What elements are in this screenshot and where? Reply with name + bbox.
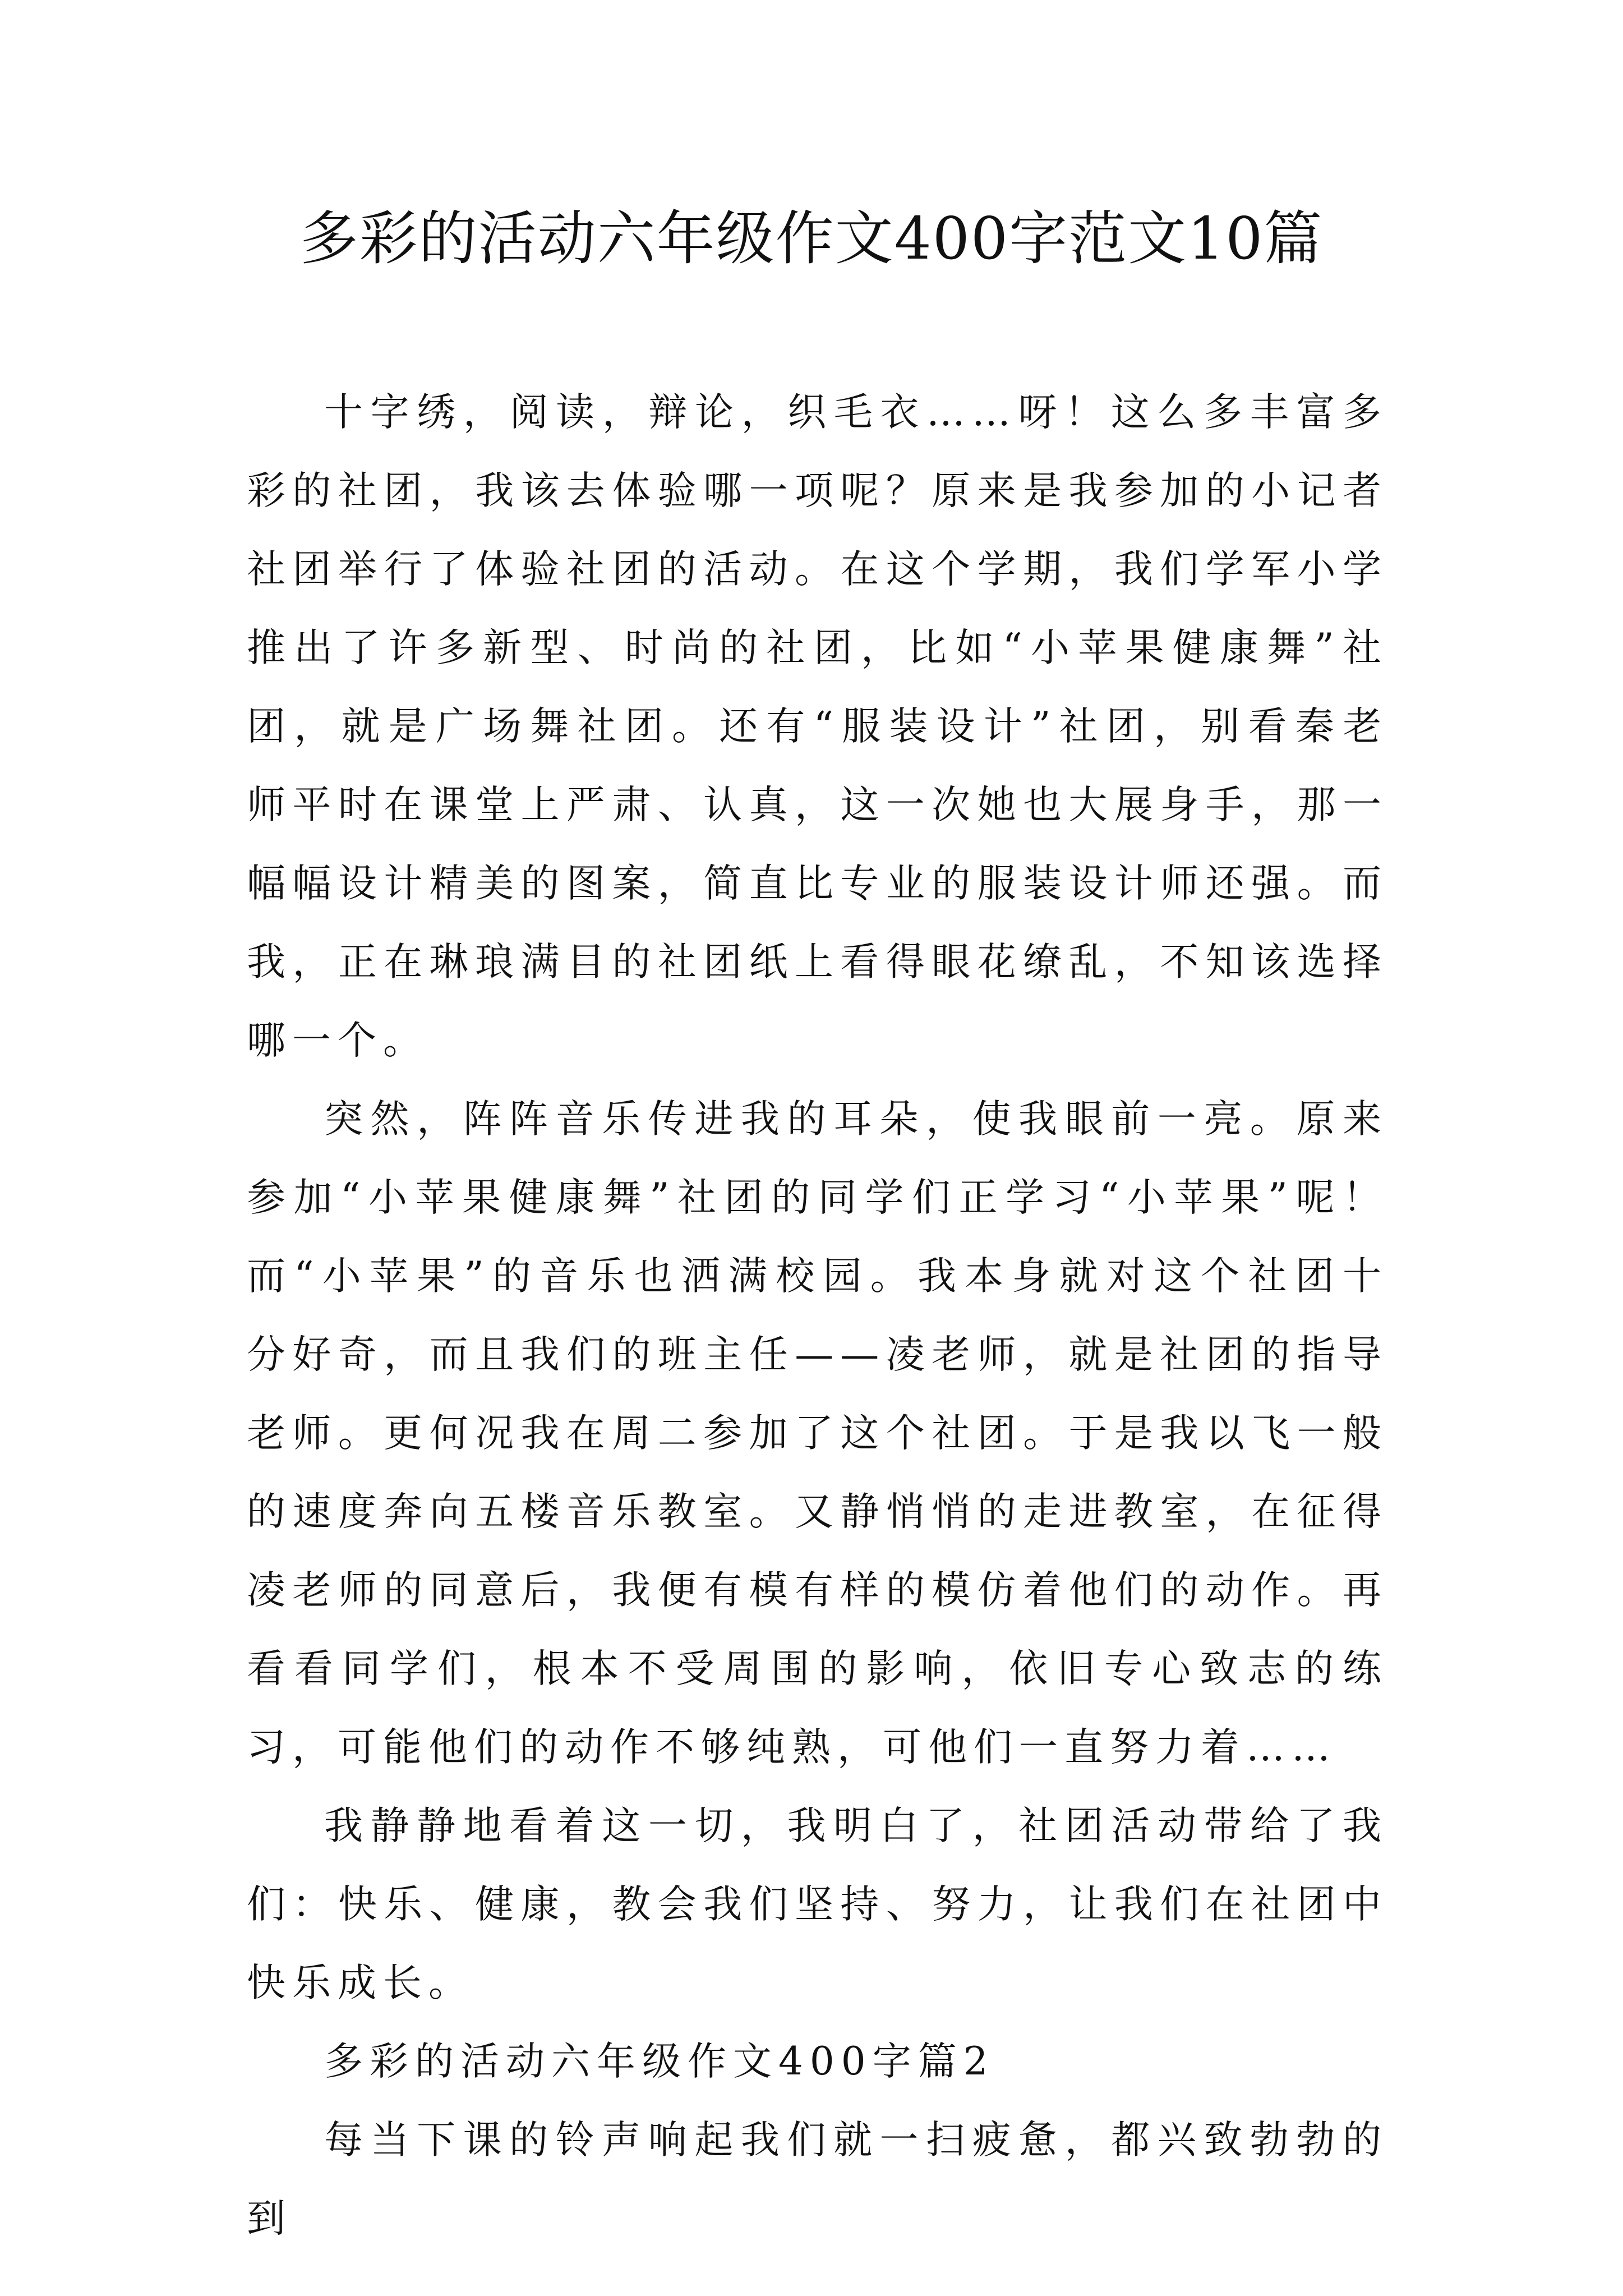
document-body: [247, 373, 1388, 2258]
section-heading-2: 多彩的活动六年级作文400字篇2: [324, 2039, 995, 2084]
paragraph-3: 我静静地看着这一切，我明白了，社团活动带给了我们：快乐、健康，教会我们坚持、努力，让我们在社团中快乐成长。: [247, 1803, 1388, 2005]
paragraph-1: 十字绣，阅读，辩论，织毛衣……呀！这么多丰富多彩的社团，我该去体验哪一项呢？原来是我参加的小记者社团举行了体验社团的活动。在这个学期，我们学军小学推出了许多新型、时尚的社团，比如“小苹果健康舞”社团，就是广场舞社团。还有“服装设计”社团，别看秦老师平时在课堂上严肃、认真，这一次她也大展身手，那一幅幅设计精美的图案，简直比专业的服装设计师还强。而我，正在琳琅满目的社团纸上看得眼花缭乱，不知该选择哪一个。: [247, 390, 1388, 1063]
paragraph-4: 每当下课的铃声响起我们就一扫疲惫，都兴致勃勃的到: [247, 2118, 1388, 2241]
paragraph-2: 突然，阵阵音乐传进我的耳朵，使我眼前一亮。原来参加“小苹果健康舞”社团的同学们正学习“小苹果”呢！而“小苹果”的音乐也洒满校园。我本身就对这个社团十分好奇，而且我们的班主任——凌老师，就是社团的指导老师。更何况我在周二参加了这个社团。于是我以飞一般的速度奔向五楼音乐教室。又静悄悄的走进教室，在征得凌老师的同意后，我便有模有样的模仿着他们的动作。再看看同学们，根本不受周围的影响，依旧专心致志的练习，可能他们的动作不够纯熟，可他们一直努力着……: [247, 1097, 1388, 1770]
document-title: 多彩的活动六年级作文400字范文10篇: [299, 204, 1324, 273]
